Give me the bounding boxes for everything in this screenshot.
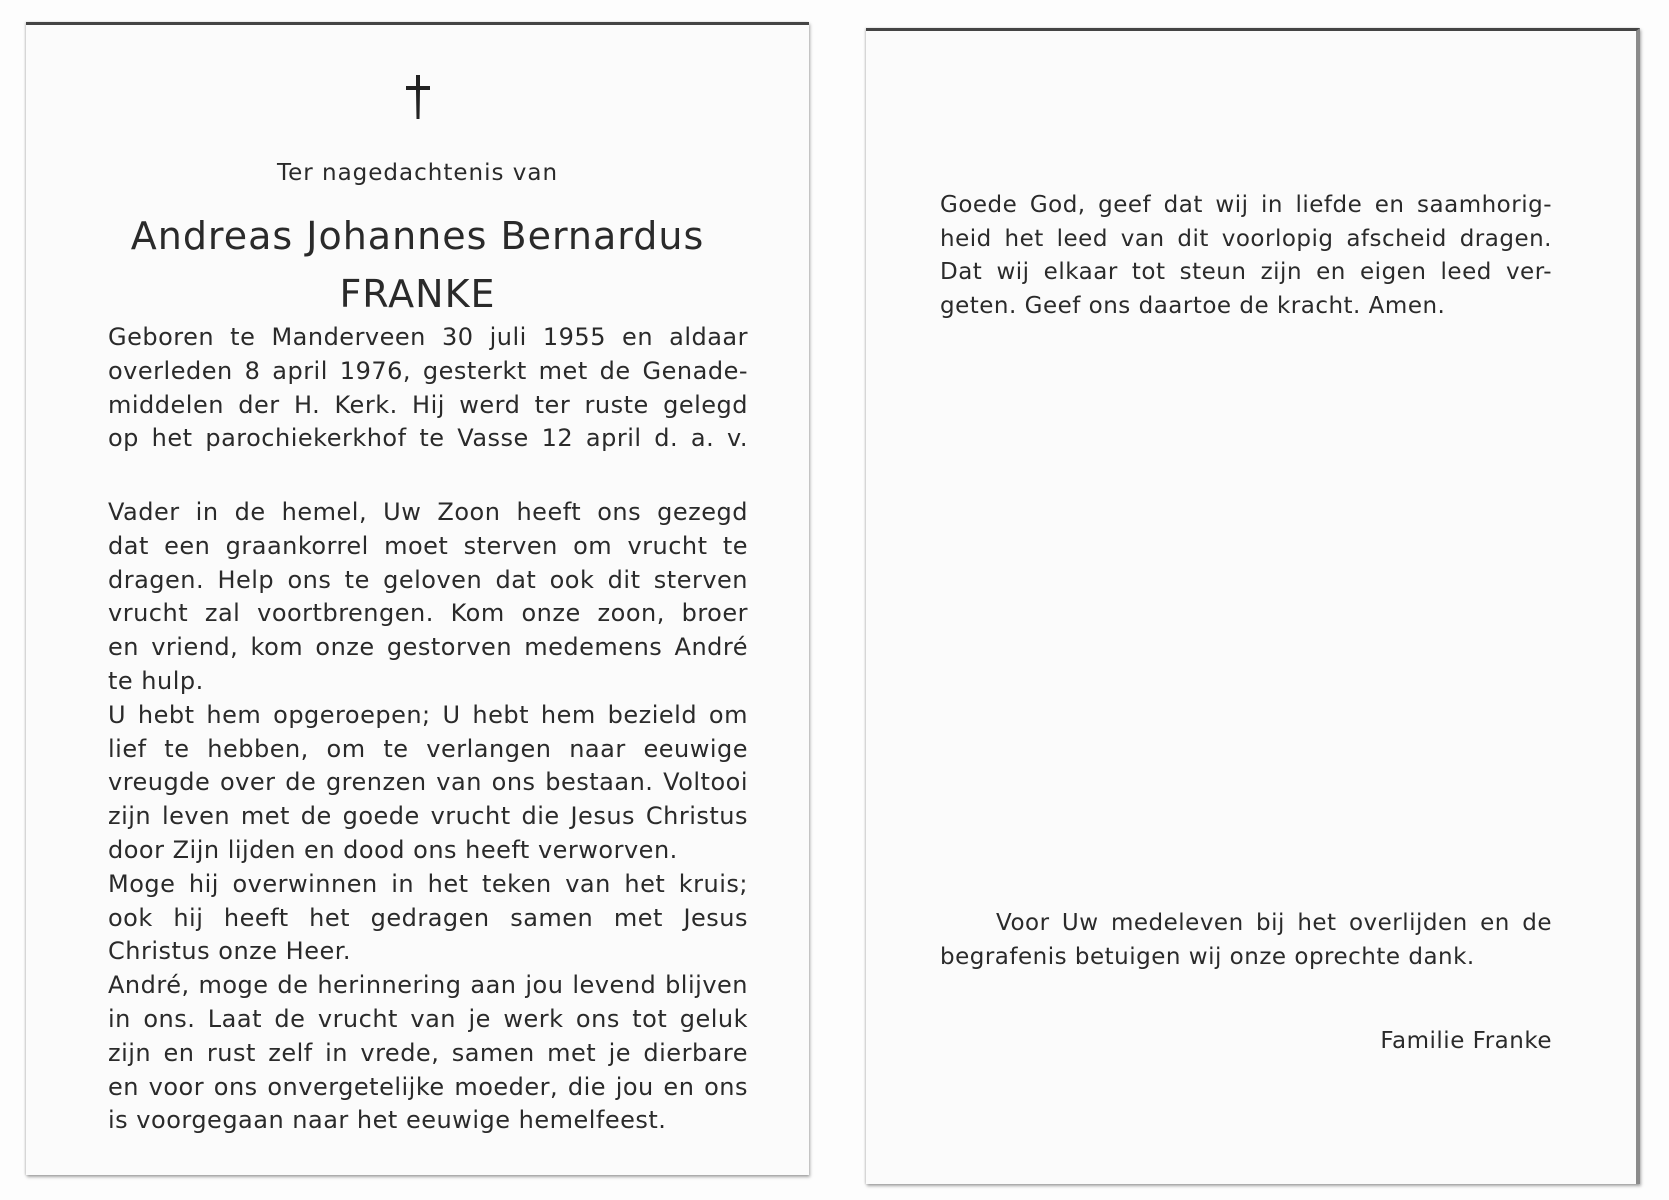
prayer-line: ook hij heeft het gedragen samen met Jesus bbox=[108, 903, 748, 932]
bio-line: Geboren te Manderveen 30 juli 1955 en aldaar bbox=[108, 323, 748, 351]
thanks-line: begrafenis betuigen wij onze oprechte dank. bbox=[940, 943, 1475, 970]
prayer-line: dragen. Help ons te geloven dat ook dit sterven bbox=[108, 565, 748, 594]
prayer-line: U hebt hem opgeroepen; U hebt hem bezield om bbox=[108, 700, 748, 729]
thanks-line: Voor Uw medeleven bij het overlijden en de bbox=[996, 910, 1552, 936]
deceased-surname: FRANKE bbox=[339, 272, 496, 316]
deceased-given-names: Andreas Johannes Bernardus bbox=[130, 214, 705, 258]
cross-icon bbox=[26, 73, 809, 143]
memorial-intro: Ter nagedachtenis van bbox=[276, 160, 559, 186]
closing-prayer-line: geten. Geef ons daartoe de kracht. Amen. bbox=[940, 292, 1446, 319]
family-signature: Familie Franke bbox=[1380, 1028, 1552, 1054]
prayer-line: zijn en rust zelf in vrede, samen met je dierbare bbox=[108, 1038, 748, 1067]
prayer-line: lief te hebben, om te verlangen naar eeuwige bbox=[108, 734, 748, 763]
prayer-line: en vriend, kom onze gestorven medemens André bbox=[108, 633, 748, 662]
closing-prayer bbox=[940, 189, 1552, 323]
closing-prayer-line: heid het leed van dit voorlopig afscheid dragen. bbox=[940, 225, 1552, 252]
prayer-line: Christus onze Heer. bbox=[108, 937, 352, 966]
prayer-line: vreugde over de grenzen van ons bestaan. Voltooi bbox=[108, 768, 748, 797]
prayer-line: is voorgegaan naar het eeuwige hemelfeest. bbox=[108, 1106, 667, 1135]
prayer-line: Moge hij overwinnen in het teken van het kruis; bbox=[108, 869, 748, 898]
memorial-card-front bbox=[26, 22, 809, 1175]
prayer-line: dat een graankorrel moet sterven om vrucht te bbox=[108, 531, 748, 560]
prayer-line: André, moge de herinnering aan jou levend blijven bbox=[108, 971, 748, 1000]
closing-prayer-line: Goede God, geef dat wij in liefde en saamhorig- bbox=[940, 192, 1552, 218]
prayer-line: Vader in de hemel, Uw Zoon heeft ons gezegd bbox=[108, 498, 748, 526]
deceased-name bbox=[26, 207, 809, 323]
bio-line: middelen der H. Kerk. Hij werd ter ruste gelegd bbox=[108, 390, 748, 419]
prayer-text bbox=[108, 496, 748, 1138]
closing-prayer-line: Dat wij elkaar tot steun zijn en eigen leed ver- bbox=[940, 259, 1552, 285]
prayer-line: en voor ons onvergetelijke moeder, die jou en ons bbox=[108, 1072, 748, 1101]
prayer-line: te hulp. bbox=[108, 666, 204, 695]
memorial-card-back bbox=[866, 28, 1640, 1184]
prayer-line: door Zijn lijden en dood ons heeft verworven. bbox=[108, 835, 678, 864]
thanks-note bbox=[940, 907, 1552, 974]
prayer-line: vrucht zal voortbrengen. Kom onze zoon, broer bbox=[108, 599, 748, 628]
prayer-line: in ons. Laat de vrucht van je werk ons tot geluk bbox=[108, 1004, 748, 1033]
prayer-line: zijn leven met de goede vrucht die Jesus Christus bbox=[108, 802, 748, 831]
biography bbox=[108, 321, 748, 456]
bio-line: overleden 8 april 1976, gesterkt met de Genade- bbox=[108, 356, 748, 385]
bio-line: op het parochiekerkhof te Vasse 12 april d. a. v. bbox=[108, 424, 748, 453]
